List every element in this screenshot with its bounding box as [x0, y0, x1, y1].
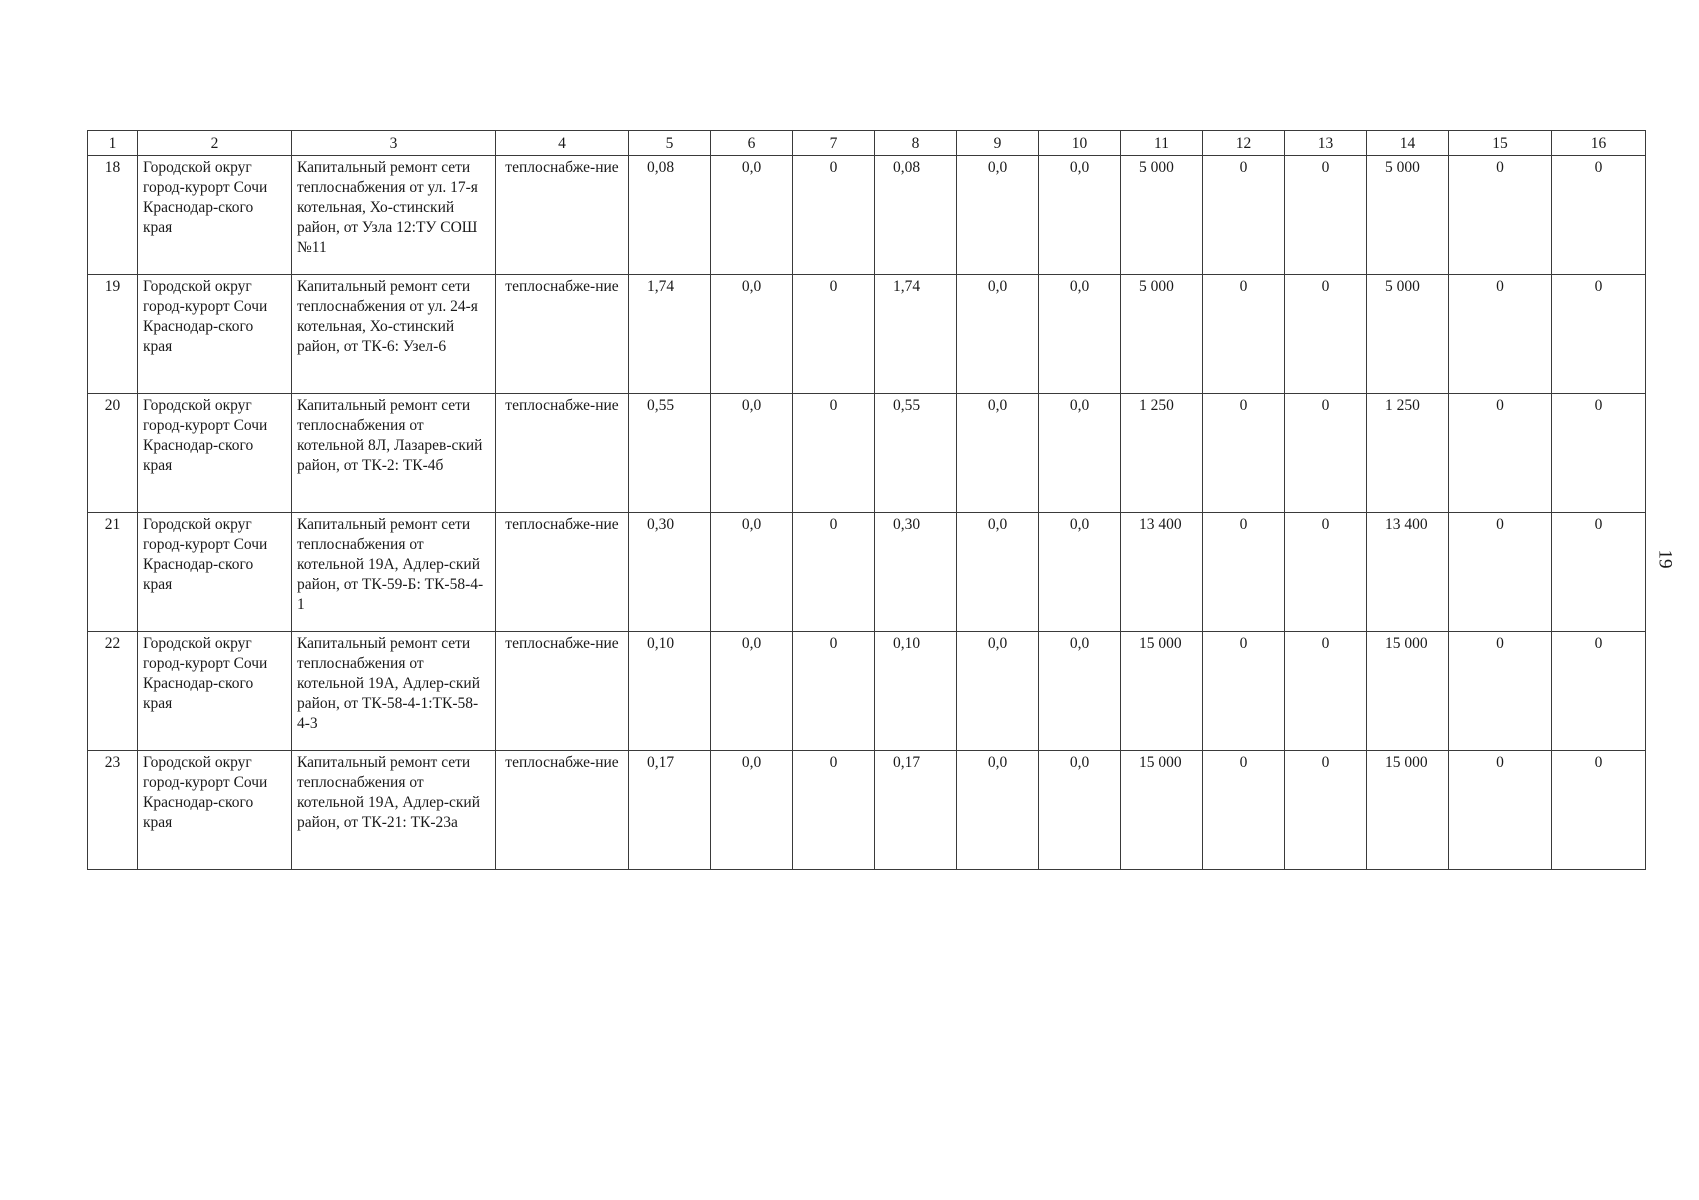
table-cell: 0,0 [711, 394, 793, 513]
header-row [88, 131, 1646, 156]
table-cell: 22 [88, 632, 138, 751]
table-cell: 0,0 [711, 275, 793, 394]
table-cell: теплоснабже-ние [496, 751, 629, 870]
table-cell: 0 [793, 394, 875, 513]
table-cell: 0 [1449, 513, 1552, 632]
column-header: 14 [1367, 131, 1449, 156]
table-cell: 0 [1449, 632, 1552, 751]
table-cell: 0 [1203, 394, 1285, 513]
table-cell: 0,17 [629, 751, 711, 870]
table-cell: 15 000 [1367, 751, 1449, 870]
table-cell: 15 000 [1121, 751, 1203, 870]
column-header: 3 [292, 131, 496, 156]
table-cell: 0,0 [711, 156, 793, 275]
table-cell: 21 [88, 513, 138, 632]
table-cell: 0 [1552, 275, 1646, 394]
column-header: 7 [793, 131, 875, 156]
capital-repair-table [87, 130, 1646, 870]
table-row [88, 751, 1646, 870]
table-cell: Капитальный ремонт сети теплоснабжения от ул. 24-я котельная, Хо-стинский район, от ТК-6: Узел-6 [292, 275, 496, 394]
column-header: 15 [1449, 131, 1552, 156]
table-cell: 5 000 [1121, 275, 1203, 394]
table-cell: 0,0 [957, 751, 1039, 870]
table-cell: 0,0 [1039, 513, 1121, 632]
table-cell: 0 [1552, 632, 1646, 751]
table-cell: 0,30 [875, 513, 957, 632]
column-header: 16 [1552, 131, 1646, 156]
table-cell: 0,55 [875, 394, 957, 513]
table-cell: 0 [793, 751, 875, 870]
table-cell: 0,08 [629, 156, 711, 275]
table-cell: Капитальный ремонт сети теплоснабжения от ул. 17-я котельная, Хо-стинский район, от Узла 12:ТУ СОШ №11 [292, 156, 496, 275]
table-body [88, 156, 1646, 870]
table-cell: 0,0 [1039, 394, 1121, 513]
column-header: 8 [875, 131, 957, 156]
table-cell: 1 250 [1121, 394, 1203, 513]
table-row [88, 394, 1646, 513]
table-cell: 0 [1203, 751, 1285, 870]
table-cell: 1,74 [629, 275, 711, 394]
table-cell: 0,10 [629, 632, 711, 751]
table-cell: 0 [793, 275, 875, 394]
table-cell: 0,0 [1039, 751, 1121, 870]
table-cell: 19 [88, 275, 138, 394]
table-cell: теплоснабже-ние [496, 275, 629, 394]
table-cell: теплоснабже-ние [496, 632, 629, 751]
table-cell: 15 000 [1121, 632, 1203, 751]
table-row [88, 156, 1646, 275]
table-cell: 0,0 [1039, 275, 1121, 394]
table-cell: 0 [1203, 156, 1285, 275]
table-cell: 0,08 [875, 156, 957, 275]
table-cell: Капитальный ремонт сети теплоснабжения от котельной 19А, Адлер-ский район, от ТК-59-Б: ТК-58-4-1 [292, 513, 496, 632]
table-cell: 5 000 [1367, 156, 1449, 275]
table-cell: теплоснабже-ние [496, 513, 629, 632]
table-cell: 23 [88, 751, 138, 870]
table-cell: 1 250 [1367, 394, 1449, 513]
table-cell: Городской округ город-курорт Сочи Краснодар-ского края [138, 394, 292, 513]
table-cell: 0 [1203, 632, 1285, 751]
table-cell: 13 400 [1121, 513, 1203, 632]
column-header: 6 [711, 131, 793, 156]
table-cell: Городской округ город-курорт Сочи Краснодар-ского края [138, 156, 292, 275]
table-cell: 0,0 [957, 275, 1039, 394]
table-row [88, 632, 1646, 751]
table-cell: Капитальный ремонт сети теплоснабжения от котельной 19А, Адлер-ский район, от ТК-58-4-1:ТК-58-4-3 [292, 632, 496, 751]
column-header: 9 [957, 131, 1039, 156]
table-cell: 0 [1203, 275, 1285, 394]
table-cell: 0 [793, 513, 875, 632]
table-cell: Городской округ город-курорт Сочи Краснодар-ского края [138, 513, 292, 632]
table-cell: Капитальный ремонт сети теплоснабжения от котельной 8Л, Лазарев-ский район, от ТК-2: ТК-4б [292, 394, 496, 513]
table-cell: 0 [1552, 513, 1646, 632]
table-cell: 0,0 [1039, 156, 1121, 275]
page-number: 19 [1654, 549, 1676, 569]
table-cell: Городской округ город-курорт Сочи Краснодар-ского края [138, 275, 292, 394]
table-cell: 0 [1449, 156, 1552, 275]
table-cell: 0,10 [875, 632, 957, 751]
table-cell: 0 [1285, 632, 1367, 751]
table-cell: теплоснабже-ние [496, 156, 629, 275]
column-header: 12 [1203, 131, 1285, 156]
table-cell: 0 [1449, 394, 1552, 513]
column-header: 11 [1121, 131, 1203, 156]
table-cell: 0,30 [629, 513, 711, 632]
table-cell: 0 [1449, 751, 1552, 870]
table-cell: 0,0 [957, 632, 1039, 751]
column-header: 1 [88, 131, 138, 156]
table-row [88, 513, 1646, 632]
table-cell: 0,0 [711, 632, 793, 751]
table-cell: 1,74 [875, 275, 957, 394]
column-header: 10 [1039, 131, 1121, 156]
column-header: 2 [138, 131, 292, 156]
table-cell: 0,0 [1039, 632, 1121, 751]
table-cell: 0,0 [711, 751, 793, 870]
table-cell: 18 [88, 156, 138, 275]
table-cell: 0,0 [957, 394, 1039, 513]
table-cell: Капитальный ремонт сети теплоснабжения от котельной 19А, Адлер-ский район, от ТК-21: ТК-23а [292, 751, 496, 870]
table-cell: 0 [1285, 751, 1367, 870]
table-cell: 20 [88, 394, 138, 513]
table-row [88, 275, 1646, 394]
table-cell: 0,55 [629, 394, 711, 513]
table-cell: 0 [1285, 156, 1367, 275]
table-cell: 0,0 [957, 513, 1039, 632]
table-cell: 0,0 [711, 513, 793, 632]
table-header [88, 131, 1646, 156]
table-cell: 0 [1552, 751, 1646, 870]
table-cell: теплоснабже-ние [496, 394, 629, 513]
table-cell: 15 000 [1367, 632, 1449, 751]
table-cell: 0 [1552, 394, 1646, 513]
column-header: 4 [496, 131, 629, 156]
table-cell: 0,17 [875, 751, 957, 870]
column-header: 13 [1285, 131, 1367, 156]
table-cell: 0 [793, 156, 875, 275]
table-cell: 0 [1285, 394, 1367, 513]
table-cell: 5 000 [1121, 156, 1203, 275]
table-cell: 5 000 [1367, 275, 1449, 394]
table-cell: 0 [1285, 513, 1367, 632]
table-cell: 0 [1285, 275, 1367, 394]
table-cell: Городской округ город-курорт Сочи Краснодар-ского края [138, 751, 292, 870]
table-cell: 0 [1203, 513, 1285, 632]
table-cell: Городской округ город-курорт Сочи Краснодар-ского края [138, 632, 292, 751]
table-cell: 0,0 [957, 156, 1039, 275]
table-cell: 0 [1552, 156, 1646, 275]
table-cell: 13 400 [1367, 513, 1449, 632]
column-header: 5 [629, 131, 711, 156]
table-cell: 0 [1449, 275, 1552, 394]
table-cell: 0 [793, 632, 875, 751]
